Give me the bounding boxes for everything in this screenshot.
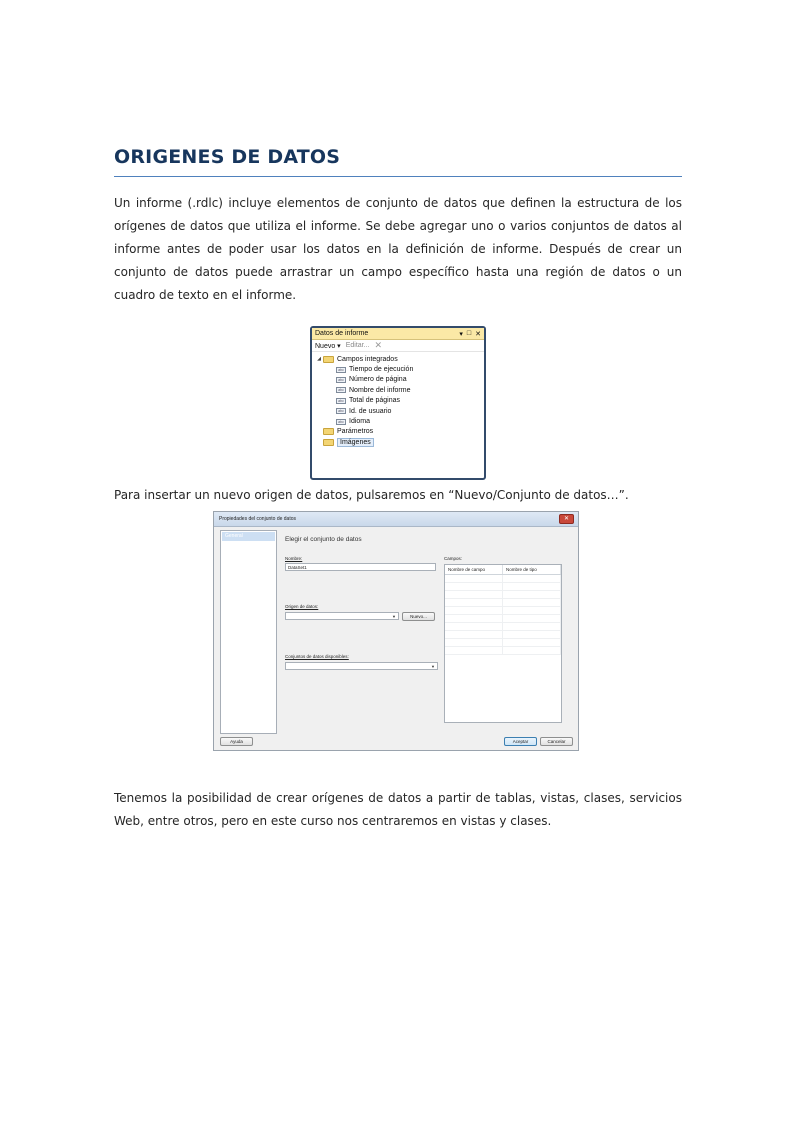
dropdown-arrow-icon: ▼: [431, 664, 435, 669]
report-data-tree: [312, 352, 484, 448]
page-title: ORIGENES DE DATOS: [114, 146, 341, 168]
report-data-panel: [310, 326, 486, 480]
tree-node-label: Parámetros: [337, 428, 374, 436]
tree-field-label: Tiempo de ejecución: [349, 366, 414, 374]
delete-icon[interactable]: ✕: [374, 340, 382, 350]
dialog-close-button[interactable]: ✕: [559, 514, 574, 524]
title-underline: [114, 176, 682, 177]
tree-field-item[interactable]: [312, 406, 484, 416]
tree-field-label: Total de páginas: [349, 397, 400, 405]
field-icon: abc: [336, 398, 346, 404]
dialog-section-heading: Elegir el conjunto de datos: [285, 536, 362, 543]
tree-field-label: Nombre del informe: [349, 386, 411, 394]
nav-item-general[interactable]: General: [222, 532, 275, 541]
folder-open-icon: [323, 356, 334, 363]
ok-button[interactable]: Aceptar: [504, 737, 537, 746]
available-datasets-label: Conjuntos de datos disponibles:: [285, 654, 349, 659]
new-menu-button[interactable]: Nuevo ▾: [315, 342, 341, 350]
tree-field-label: Idioma: [349, 418, 371, 426]
intro-paragraph: Un informe (.rdlc) incluye elementos de conjunto de datos que definen la estructura de los orígenes de datos que utiliza el informe. Se debe agregar uno o varios conjuntos de datos al informe antes de poder usar los datos en la definición de informe. Después de crear un conjunto de datos puede arrastrar un campo específico hasta una región de datos o un cuadro de texto en el informe.: [114, 196, 682, 302]
tree-field-item[interactable]: [312, 385, 484, 395]
new-data-source-button[interactable]: Nuevo...: [402, 612, 435, 621]
dataset-properties-dialog: [213, 511, 579, 751]
table-row[interactable]: [445, 631, 561, 639]
tree-node-images[interactable]: [312, 437, 484, 447]
table-row[interactable]: [445, 615, 561, 623]
table-row[interactable]: [445, 639, 561, 647]
fields-grid[interactable]: [444, 564, 562, 723]
dropdown-arrow-icon: ▼: [392, 614, 396, 619]
data-source-label: Origen de datos:: [285, 604, 319, 609]
dropdown-icon[interactable]: ▾: [459, 330, 463, 338]
data-source-dropdown[interactable]: [285, 612, 399, 620]
tree-field-item[interactable]: [312, 375, 484, 385]
tree-field-item[interactable]: [312, 416, 484, 426]
edit-button[interactable]: Editar...: [345, 342, 370, 349]
closing-paragraph: Tenemos la posibilidad de crear orígenes de datos a partir de tablas, vistas, clases, servicios Web, entre otros, pero en este curso nos centraremos en vistas y clases.: [114, 791, 682, 828]
dialog-nav-pane: [220, 530, 277, 734]
tree-field-label: Número de página: [349, 376, 407, 384]
cancel-button[interactable]: Cancelar: [540, 737, 573, 746]
tree-field-label: Id. de usuario: [349, 407, 392, 415]
report-data-toolbar: [312, 340, 484, 352]
tree-node-parameters[interactable]: [312, 427, 484, 437]
report-data-title: Datos de informe: [315, 330, 369, 337]
available-datasets-dropdown[interactable]: [285, 662, 438, 670]
table-row[interactable]: [445, 599, 561, 607]
fields-label: Campos:: [444, 556, 463, 561]
folder-icon: [323, 439, 334, 446]
field-icon: abc: [336, 387, 346, 393]
table-row[interactable]: [445, 575, 561, 583]
table-row[interactable]: [445, 583, 561, 591]
field-icon: abc: [336, 367, 346, 373]
tree-node-label-selected: Imágenes: [337, 438, 374, 447]
table-row[interactable]: [445, 591, 561, 599]
tree-node-label: Campos integrados: [337, 355, 398, 363]
folder-icon: [323, 428, 334, 435]
name-input[interactable]: DataSet1: [285, 563, 436, 571]
column-header-field-name[interactable]: Nombre de campo: [445, 565, 503, 574]
table-row[interactable]: [445, 623, 561, 631]
dialog-title: Propiedades del conjunto de datos: [219, 516, 297, 522]
report-data-titlebar: [312, 328, 484, 340]
help-button[interactable]: Ayuda: [220, 737, 253, 746]
tree-field-item[interactable]: [312, 364, 484, 374]
field-icon: abc: [336, 408, 346, 414]
fields-grid-header: [445, 565, 561, 575]
close-icon[interactable]: ✕: [475, 330, 481, 338]
name-label: Nombre:: [285, 556, 303, 561]
dialog-titlebar: [214, 512, 578, 527]
maximize-icon[interactable]: □: [466, 330, 472, 337]
expand-arrow-icon[interactable]: ◢: [317, 356, 321, 363]
tree-node-builtin-fields[interactable]: [312, 354, 484, 364]
table-row[interactable]: [445, 607, 561, 615]
table-row[interactable]: [445, 647, 561, 655]
field-icon: abc: [336, 377, 346, 383]
column-header-type-name[interactable]: Nombre de tipo: [503, 565, 561, 574]
field-icon: abc: [336, 419, 346, 425]
tree-field-item[interactable]: [312, 396, 484, 406]
insert-instruction-paragraph: Para insertar un nuevo origen de datos, pulsaremos en “Nuevo/Conjunto de datos…”.: [114, 488, 629, 502]
